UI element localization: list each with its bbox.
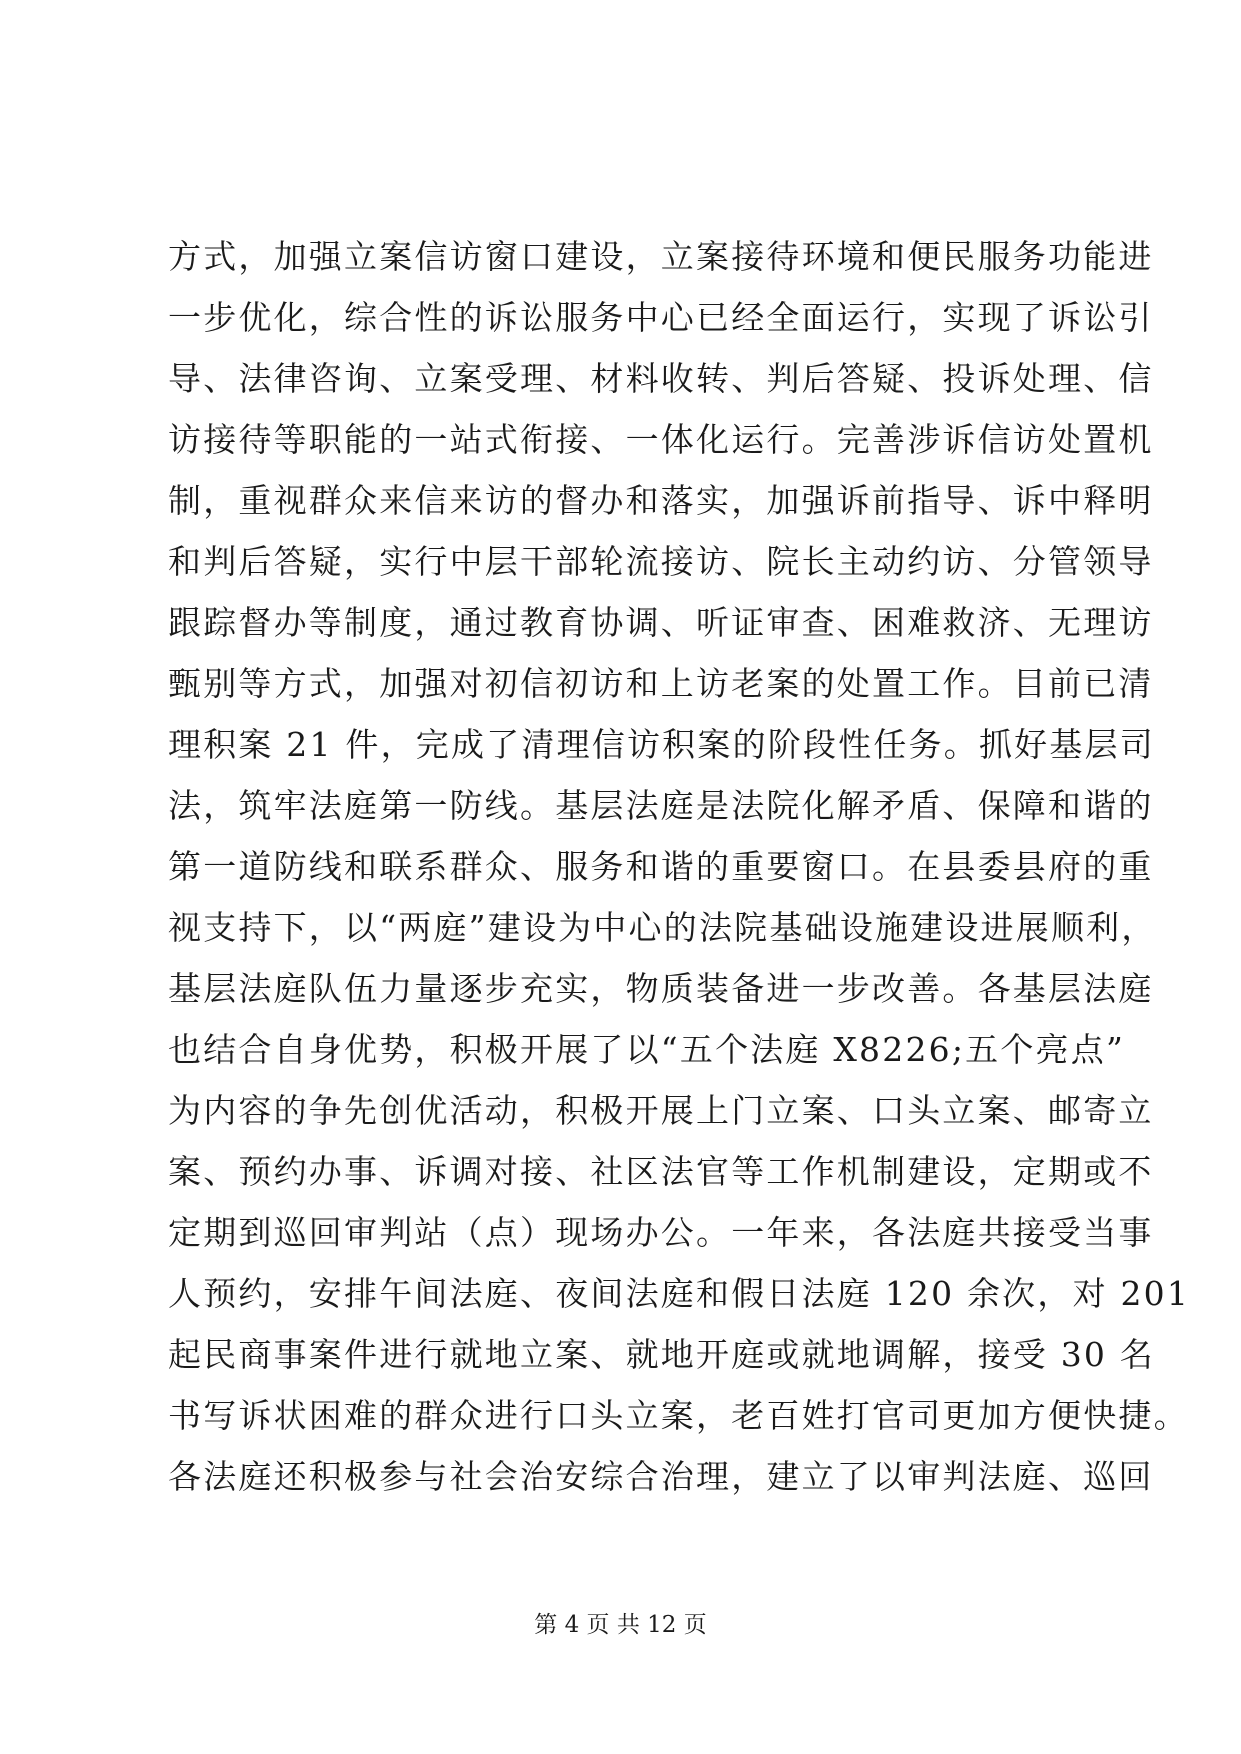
text-line: 理积案 21 件，完成了清理信访积案的阶段性任务。抓好基层司	[168, 725, 1155, 764]
text-line: 和判后答疑，实行中层干部轮流接访、院长主动约访、分管领导	[168, 542, 1154, 581]
page-number-footer: 第 4 页 共 12 页	[534, 1612, 707, 1638]
text-line: 人预约，安排午间法庭、夜间法庭和假日法庭 120 余次，对 201	[168, 1274, 1191, 1313]
text-line: 一步优化，综合性的诉讼服务中心已经全面运行，实现了诉讼引	[168, 298, 1154, 337]
text-line: 基层法庭队伍力量逐步充实，物质装备进一步改善。各基层法庭	[168, 969, 1154, 1008]
text-line: 书写诉状困难的群众进行口头立案，老百姓打官司更加方便快捷。	[168, 1396, 1189, 1435]
text-line: 定期到巡回审判站（点）现场办公。一年来，各法庭共接受当事	[168, 1213, 1154, 1252]
text-line: 制，重视群众来信来访的督办和落实，加强诉前指导、诉中释明	[168, 481, 1154, 520]
text-line: 甄别等方式，加强对初信初访和上访老案的处置工作。目前已清	[168, 664, 1154, 703]
text-line: 跟踪督办等制度，通过教育协调、听证审查、困难救济、无理访	[168, 603, 1154, 642]
text-line: 导、法律咨询、立案受理、材料收转、判后答疑、投诉处理、信	[168, 359, 1154, 398]
text-line: 为内容的争先创优活动，积极开展上门立案、口头立案、邮寄立	[168, 1091, 1154, 1130]
text-line: 各法庭还积极参与社会治安综合治理，建立了以审判法庭、巡回	[168, 1457, 1154, 1496]
body-text	[168, 226, 1191, 1507]
text-line: 也结合自身优势，积极开展了以“五个法庭 X8226;五个亮点”	[168, 1030, 1126, 1069]
text-line: 方式，加强立案信访窗口建设，立案接待环境和便民服务功能进	[168, 237, 1154, 276]
text-line: 视支持下，以“两庭”建设为中心的法院基础设施建设进展顺利，	[168, 908, 1157, 947]
text-line: 起民商事案件进行就地立案、就地开庭或就地调解，接受 30 名	[168, 1335, 1155, 1374]
text-line: 访接待等职能的一站式衔接、一体化运行。完善涉诉信访处置机	[168, 420, 1154, 459]
text-line: 第一道防线和联系群众、服务和谐的重要窗口。在县委县府的重	[168, 847, 1154, 886]
text-line: 案、预约办事、诉调对接、社区法官等工作机制建设，定期或不	[168, 1152, 1154, 1191]
text-line: 法，筑牢法庭第一防线。基层法庭是法院化解矛盾、保障和谐的	[168, 786, 1154, 825]
